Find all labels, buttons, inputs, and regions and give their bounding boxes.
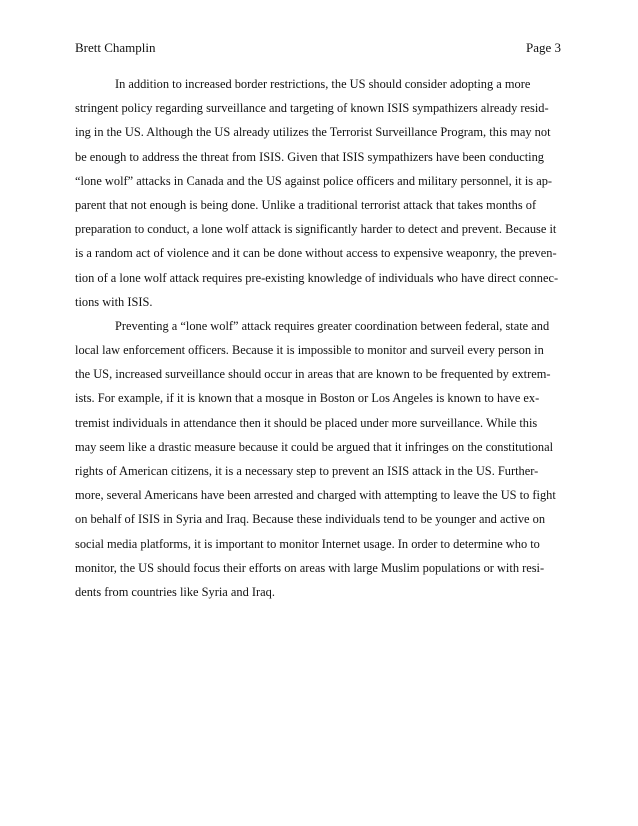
body-text — [75, 72, 563, 604]
text-line: tion of a lone wolf attack requires pre-existing knowledge of individuals who have direct connec- — [75, 270, 559, 285]
text-line: be enough to address the threat from ISIS. Given that ISIS sympathizers have been conducting — [75, 149, 545, 164]
text-line: “lone wolf” attacks in Canada and the US against police officers and military personnel, it is ap- — [75, 173, 553, 188]
text-line: monitor, the US should focus their efforts on areas with large Muslim populations or with resi- — [75, 560, 545, 575]
text-line: parent that not enough is being done. Unlike a traditional terrorist attack that takes months of — [75, 197, 537, 212]
page-header — [75, 38, 561, 58]
text-line: Preventing a “lone wolf” attack requires greater coordination between federal, state and — [115, 318, 550, 333]
text-line: the US, increased surveillance should occur in areas that are known to be frequented by extrem- — [75, 367, 551, 382]
text-line: local law enforcement officers. Because it is impossible to monitor and surveil every person in — [75, 343, 544, 358]
text-line: social media platforms, it is important to monitor Internet usage. In order to determine who to — [75, 536, 540, 551]
text-line: tremist individuals in attendance then it should be placed under more surveillance. While this — [75, 415, 538, 430]
paragraph-2 — [75, 314, 563, 604]
page-number: Page 3 — [525, 40, 561, 55]
text-line: In addition to increased border restrictions, the US should consider adopting a more — [115, 77, 531, 91]
text-line: preparation to conduct, a lone wolf attack is significantly harder to detect and prevent. Because it — [75, 222, 557, 237]
text-line: ing in the US. Although the US already utilizes the Terrorist Surveillance Program, this may not — [75, 125, 551, 140]
text-line: stringent policy regarding surveillance and targeting of known ISIS sympathizers already resid- — [75, 101, 549, 116]
text-line: on behalf of ISIS in Syria and Iraq. Because these individuals tend to be younger and active on — [75, 512, 546, 527]
paragraph-1 — [75, 72, 563, 314]
text-line: ists. For example, if it is known that a mosque in Boston or Los Angeles is known to have ex- — [75, 391, 540, 406]
text-line: dents from countries like Syria and Iraq. — [75, 584, 275, 599]
author-name: Brett Champlin — [75, 40, 156, 55]
text-line: is a random act of violence and it can be done without access to expensive weaponry, the preven- — [75, 246, 557, 261]
text-line: tions with ISIS. — [75, 294, 153, 309]
text-line: rights of American citizens, it is a necessary step to prevent an ISIS attack in the US. Further- — [75, 464, 539, 478]
text-line: may seem like a drastic measure because it could be argued that it infringes on the constitutional — [75, 439, 554, 454]
text-line: more, several Americans have been arrested and charged with attempting to leave the US to fight — [75, 488, 556, 503]
